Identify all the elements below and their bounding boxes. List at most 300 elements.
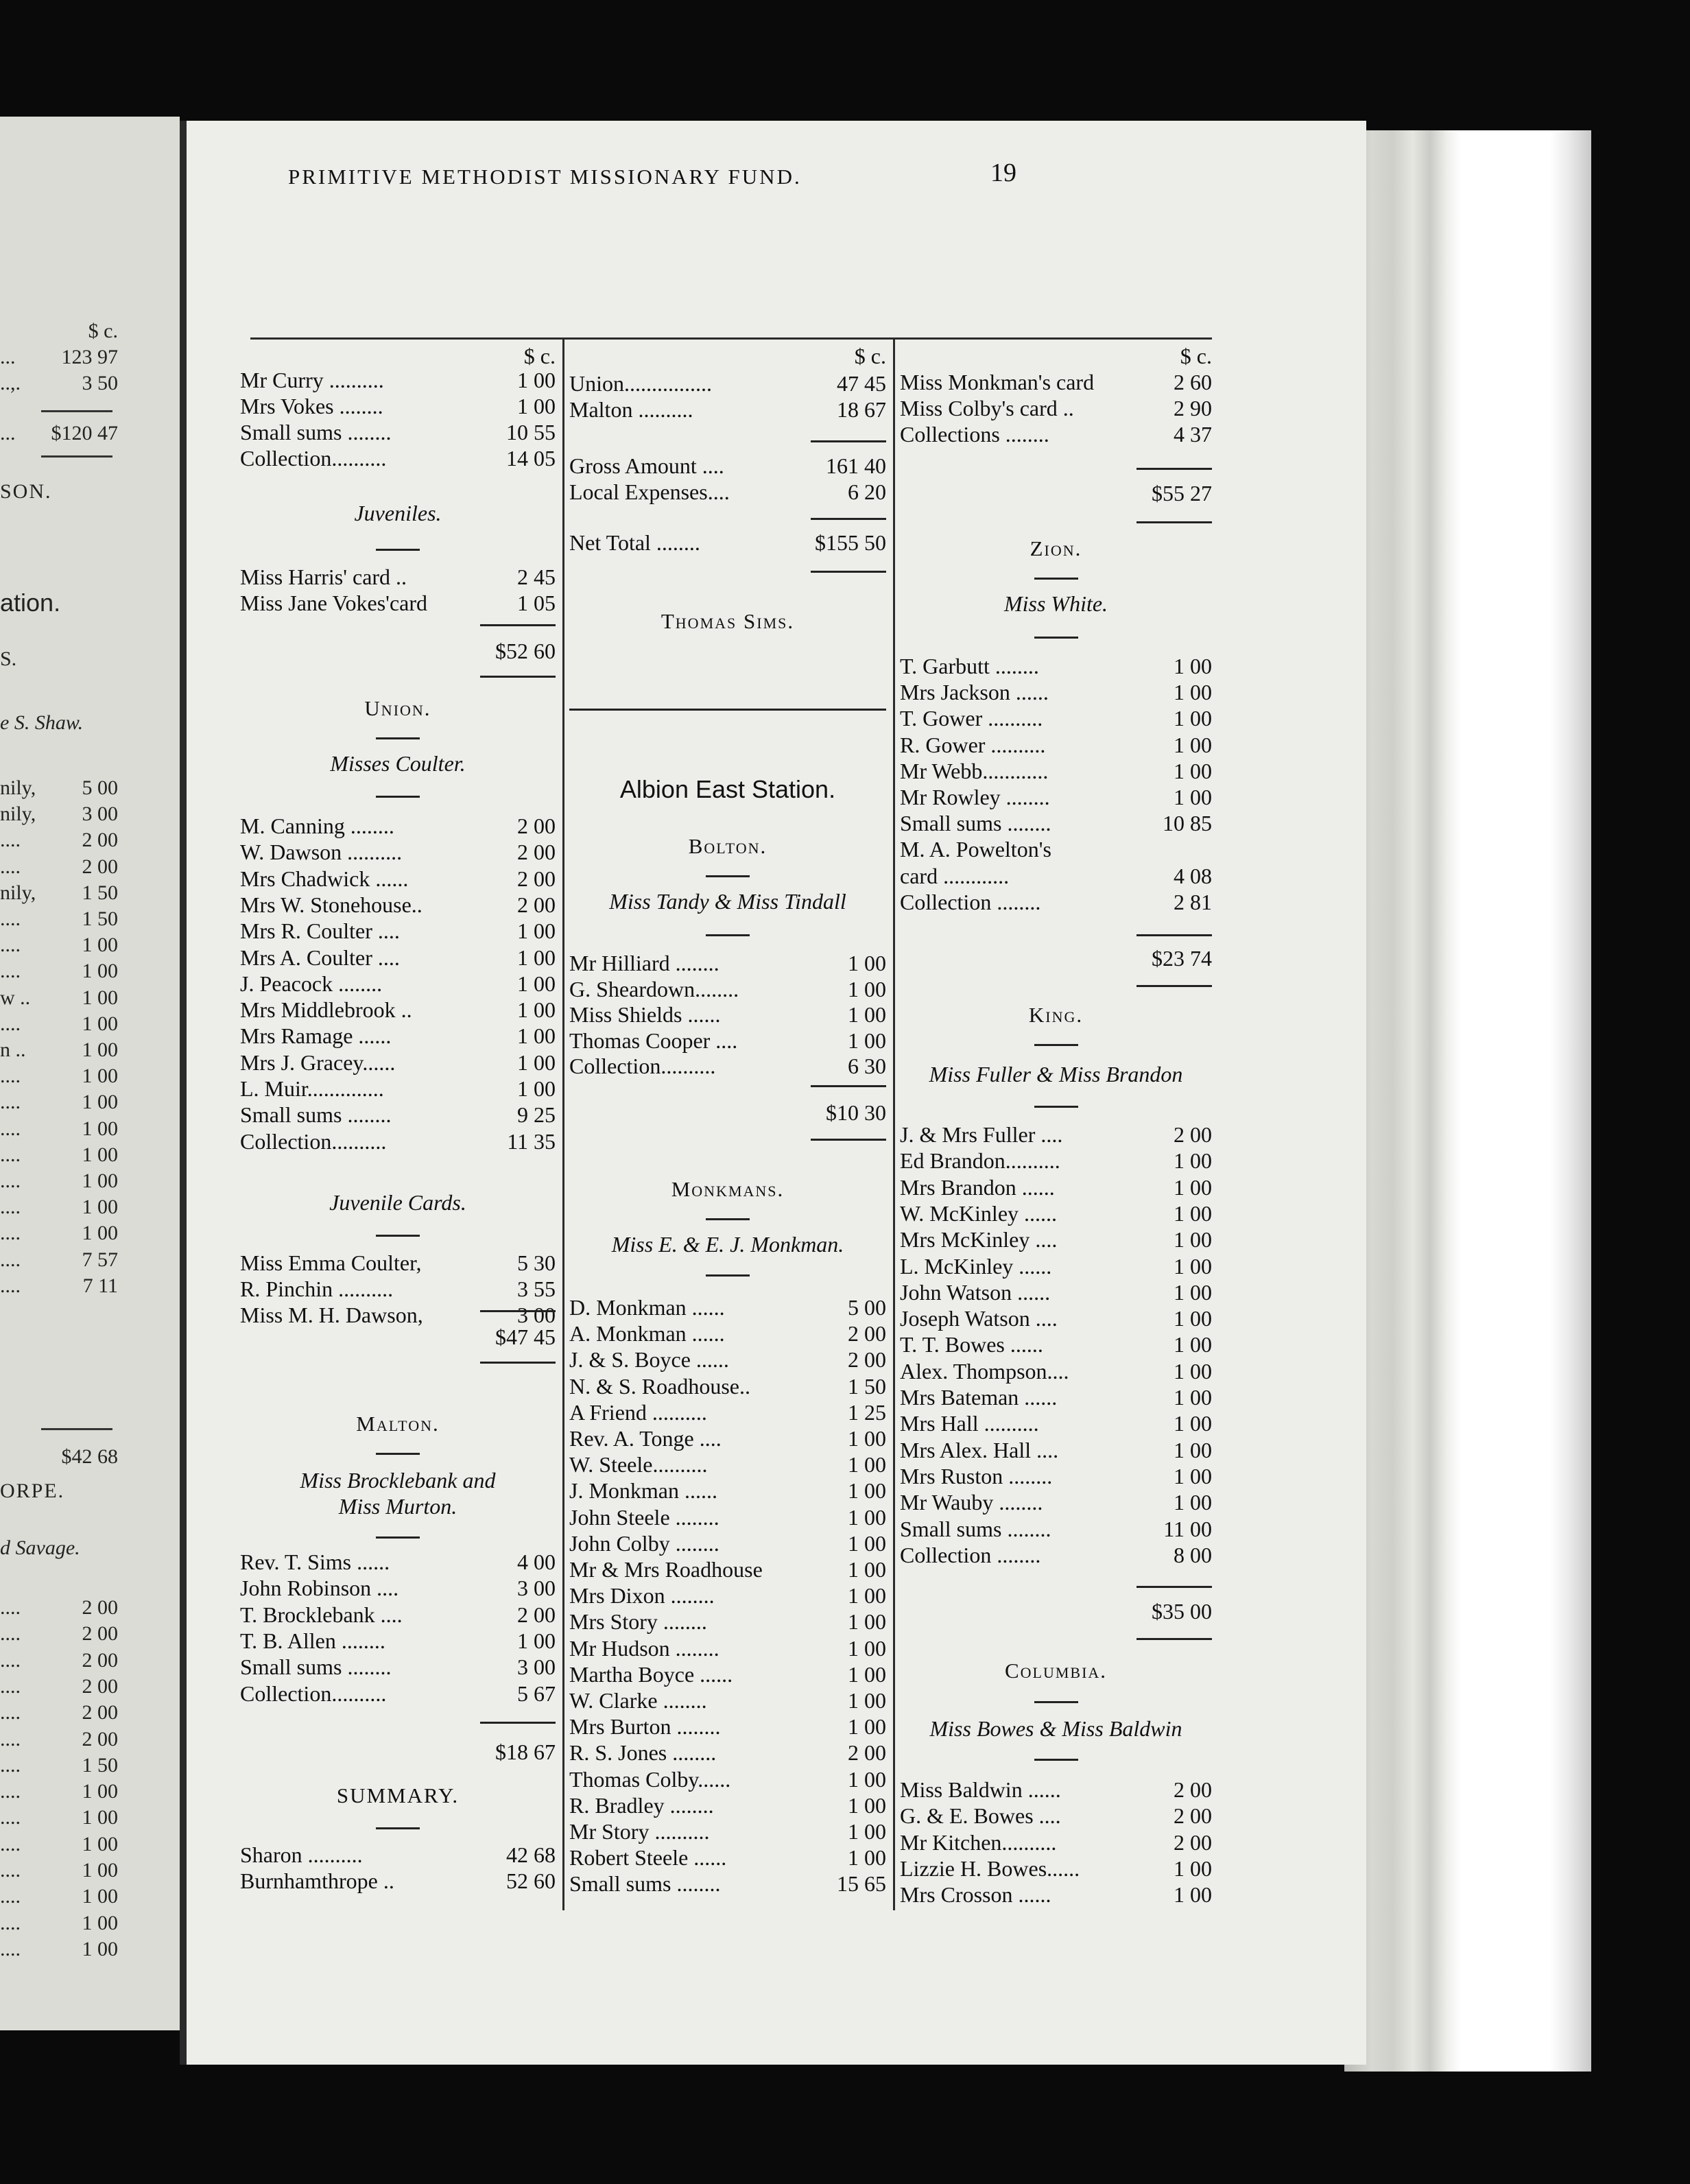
subtotal — [900, 945, 1212, 971]
total-amount: $47 45 — [495, 1325, 556, 1349]
entry-row — [240, 1575, 556, 1601]
entry-amount: 1 00 — [1174, 1174, 1212, 1200]
entry-amount: 3 00 — [517, 1576, 556, 1601]
entry-row — [900, 1305, 1212, 1331]
king-heading: King. — [1028, 1003, 1084, 1027]
left-fragment-heading: e S. Shaw. — [0, 711, 84, 734]
short-rule — [706, 934, 750, 936]
left-entry-name: .... — [0, 1674, 21, 1698]
entry-name: Collection.......... — [240, 1128, 387, 1154]
left-rule — [41, 455, 112, 458]
entry-amount: 52 60 — [506, 1868, 556, 1893]
total-amount: $52 60 — [495, 639, 556, 663]
entry-amount: 1 00 — [848, 1609, 886, 1635]
entry-amount: 15 65 — [837, 1871, 886, 1897]
entry-amount: 1 00 — [848, 1766, 886, 1792]
entry-name: Mrs Hall .......... — [900, 1411, 1039, 1436]
entry-name: Small sums ........ — [900, 1516, 1051, 1541]
left-fragment-heading: d Savage. — [0, 1536, 80, 1559]
left-entry-amount: 1 00 — [82, 1780, 118, 1803]
entry-row — [900, 369, 1212, 395]
left-rule — [41, 1428, 112, 1430]
entry-name: T. T. Bowes ...... — [900, 1332, 1043, 1357]
total-rule — [811, 518, 886, 520]
total-amount: $55 27 — [1152, 481, 1212, 506]
entry-name: Miss Colby's card .. — [900, 396, 1074, 420]
left-entry-name: .... — [0, 1832, 21, 1855]
entry-amount: 3 00 — [517, 1303, 556, 1327]
monkmans-collectors: Miss E. & E. J. Monkman. — [611, 1232, 844, 1257]
total-rule — [811, 1139, 886, 1141]
header-rule — [250, 337, 1212, 340]
entry-row — [569, 1871, 886, 1897]
left-entry-amount: 1 00 — [82, 1859, 118, 1882]
entry-amount: 2 00 — [517, 840, 556, 865]
left-entry-amount: $42 68 — [61, 1445, 118, 1468]
left-entry-amount: 1 50 — [82, 881, 118, 904]
left-entry-name: .... — [0, 829, 21, 852]
entry-row — [569, 1399, 886, 1425]
total-rule — [480, 676, 556, 678]
entry-name: R. Pinchin .......... — [240, 1277, 394, 1301]
entry-amount: 1 00 — [1174, 654, 1212, 678]
entry-amount: 1 00 — [848, 1792, 886, 1818]
short-rule — [376, 1453, 420, 1455]
entry-amount: 1 00 — [848, 1530, 886, 1556]
left-entry-name: .... — [0, 1143, 21, 1166]
entry-amount: 1 00 — [1174, 732, 1212, 757]
entry-row — [240, 1602, 556, 1628]
left-entry-name: .... — [0, 1091, 21, 1114]
entry-amount: 1 00 — [848, 1845, 886, 1871]
entry-name: R. Bradley ........ — [569, 1792, 714, 1818]
entry-name: Mrs R. Coulter .... — [240, 918, 400, 944]
entry-row — [240, 918, 556, 944]
malton-heading: Malton. — [356, 1412, 440, 1436]
entry-row — [240, 590, 556, 616]
entry-name: J. & S. Boyce ...... — [569, 1347, 729, 1373]
left-entry-amount: 1 00 — [82, 1911, 118, 1934]
left-entry-name: nily, — [0, 803, 36, 826]
left-entry-name: ... — [0, 346, 16, 368]
entry-name: Rev. A. Tonge .... — [569, 1426, 722, 1451]
entry-amount: 1 00 — [517, 394, 556, 418]
total-rule — [1136, 1638, 1212, 1640]
entry-name: Mrs Ruston ........ — [900, 1463, 1053, 1488]
entry-amount: 2 00 — [1174, 1829, 1212, 1855]
left-entry-amount: 2 00 — [82, 1674, 118, 1698]
left-entry-name: .... — [0, 1780, 21, 1803]
entry-name: L. McKinley ...... — [900, 1253, 1052, 1279]
short-rule — [1034, 1759, 1078, 1761]
entry-row — [900, 679, 1212, 705]
total-rule — [1136, 1586, 1212, 1588]
entry-amount: 1 00 — [848, 1688, 886, 1713]
entry-row — [569, 976, 886, 1002]
entry-row — [240, 1868, 556, 1894]
juveniles-heading: Juveniles. — [354, 501, 442, 525]
entry-row — [569, 1661, 886, 1687]
entry-name: Lizzie H. Bowes...... — [900, 1855, 1080, 1881]
total-rule — [480, 1722, 556, 1724]
entry-amount: 1 50 — [848, 1373, 886, 1399]
book-page-edges — [1344, 130, 1591, 2072]
entry-amount: 1 00 — [848, 951, 886, 975]
entry-amount: 1 00 — [1174, 758, 1212, 783]
total-amount: $18 67 — [495, 1740, 556, 1764]
entry-row — [240, 393, 556, 419]
left-entry-amount: $ c. — [88, 320, 118, 342]
entry-amount: 1 00 — [517, 1049, 556, 1075]
left-entry-name: .... — [0, 1012, 21, 1035]
left-entry-amount: 1 00 — [82, 1937, 118, 1960]
entry-name: Miss Monkman's card — [900, 370, 1095, 394]
entry-name: Collection ........ — [900, 889, 1041, 914]
left-entry-name: .... — [0, 1248, 21, 1271]
entry-name: W. McKinley ...... — [900, 1200, 1058, 1226]
left-entry-name: .... — [0, 855, 21, 878]
entry-name: Mr Curry .......... — [240, 368, 384, 392]
entry-row — [900, 395, 1212, 421]
entry-amount: 1 00 — [848, 1426, 886, 1451]
union-collectors: Misses Coulter. — [330, 751, 466, 776]
zion-collectors: Miss White. — [1003, 591, 1108, 616]
left-entry-amount: 2 00 — [82, 829, 118, 852]
entry-row — [240, 1076, 556, 1102]
entry-row — [240, 1250, 556, 1276]
left-entry-name: .... — [0, 1753, 21, 1777]
entry-amount: 1 00 — [1174, 1882, 1212, 1908]
zion-heading: Zion. — [1030, 536, 1082, 560]
entry-row — [569, 1635, 886, 1661]
entry-row — [240, 945, 556, 971]
entry-row — [900, 653, 1212, 679]
entry-row — [240, 564, 556, 590]
entry-row — [900, 1542, 1212, 1568]
entry-name: Small sums ........ — [240, 1102, 392, 1128]
entry-amount: 1 00 — [848, 1819, 886, 1844]
malton-collectors: Miss Brocklebank and — [300, 1468, 496, 1493]
entry-row — [569, 1792, 886, 1818]
left-fragment-heading: ation. — [0, 589, 61, 617]
left-page-text — [0, 117, 180, 2030]
left-entry-name: nily, — [0, 776, 36, 799]
entry-row — [240, 892, 556, 918]
entry-row — [900, 784, 1212, 810]
entry-row — [900, 1777, 1212, 1803]
entry-name: Local Expenses.... — [569, 479, 730, 504]
entry-name: Collection.......... — [240, 446, 387, 471]
left-entry-name: nily, — [0, 881, 36, 904]
entry-row — [569, 1346, 886, 1373]
entry-row — [569, 1028, 886, 1054]
entry-name: John Colby ........ — [569, 1530, 719, 1556]
entry-name: Burnhamthrope .. — [240, 1868, 394, 1893]
left-entry-amount: 2 00 — [82, 1622, 118, 1646]
left-entry-amount: 1 00 — [82, 1832, 118, 1855]
entry-name: Small sums ........ — [240, 420, 392, 444]
entry-amount: 1 00 — [517, 368, 556, 392]
entry-amount: 6 20 — [848, 479, 886, 504]
entry-name: W. Steele.......... — [569, 1452, 708, 1477]
entry-row — [240, 445, 556, 471]
short-rule — [376, 1536, 420, 1539]
entry-name: Miss Baldwin ...... — [900, 1777, 1061, 1802]
entry-name: Ed Brandon.......... — [900, 1148, 1060, 1174]
entry-name: Alex. Thompson.... — [900, 1358, 1069, 1384]
entry-amount: 11 35 — [507, 1128, 556, 1154]
entry-row — [900, 1384, 1212, 1410]
left-entry-amount: 2 00 — [82, 1727, 118, 1750]
entry-row — [900, 1516, 1212, 1542]
entry-amount: 1 00 — [848, 1452, 886, 1477]
entry-name: Martha Boyce ...... — [569, 1661, 733, 1687]
short-rule — [376, 796, 420, 798]
left-entry-name: .... — [0, 1622, 21, 1646]
entry-amount: 1 00 — [848, 1557, 886, 1582]
entry-row — [900, 1829, 1212, 1855]
left-entry-name: .... — [0, 1937, 21, 1960]
entry-name: Mrs Alex. Hall .... — [900, 1437, 1059, 1462]
total-rule — [480, 624, 556, 626]
total-rule — [1136, 521, 1212, 523]
entry-row — [900, 1437, 1212, 1463]
total-rule — [811, 1085, 886, 1087]
entry-amount: 1 00 — [848, 1714, 886, 1740]
entry-name: Thomas Colby...... — [569, 1766, 731, 1792]
entry-amount: 2 00 — [1174, 1777, 1212, 1802]
total-rule — [811, 440, 886, 442]
entry-name: Rev. T. Sims ...... — [240, 1550, 390, 1574]
entry-row — [900, 836, 1212, 862]
entry-name: Small sums ........ — [240, 1654, 392, 1680]
entry-amount: 2 00 — [1174, 1122, 1212, 1147]
entry-name: Collection.......... — [240, 1681, 387, 1706]
entry-name: Mrs Burton ........ — [569, 1714, 721, 1740]
entry-name: Miss Harris' card .. — [240, 565, 407, 589]
total-rule — [480, 1362, 556, 1364]
entry-row — [569, 1844, 886, 1871]
entry-amount: 1 00 — [1174, 1855, 1212, 1881]
entry-amount: 2 90 — [1174, 396, 1212, 420]
currency-label: $ c. — [854, 344, 886, 368]
entry-row — [569, 1766, 886, 1792]
short-rule — [1034, 1701, 1078, 1703]
entry-amount: 6 30 — [848, 1054, 886, 1078]
entry-row — [569, 1504, 886, 1530]
entry-row — [240, 1276, 556, 1302]
subtotal — [240, 1324, 556, 1350]
entry-name: Mrs Dixon ........ — [569, 1583, 715, 1609]
entry-name: D. Monkman ...... — [569, 1295, 725, 1320]
entry-amount: 1 00 — [517, 971, 556, 996]
entry-amount: 5 30 — [517, 1250, 556, 1275]
entry-amount: 1 00 — [848, 1002, 886, 1027]
entry-row — [900, 810, 1212, 836]
entry-row — [900, 1855, 1212, 1882]
left-entry-name: .... — [0, 934, 21, 957]
currency-header — [240, 343, 556, 369]
entry-row — [569, 1001, 886, 1028]
entry-row — [900, 1174, 1212, 1200]
entry-amount: 4 08 — [1174, 863, 1212, 888]
bolton-collectors: Miss Tandy & Miss Tindall — [609, 889, 846, 914]
left-entry-name: .... — [0, 1727, 21, 1750]
entry-amount: 1 00 — [1174, 1490, 1212, 1515]
entry-name: G. & E. Bowes .... — [900, 1803, 1061, 1829]
entry-name: Mrs Crosson ...... — [900, 1882, 1051, 1908]
entry-amount: 2 60 — [1174, 370, 1212, 394]
missionary-name: Thomas Sims. — [660, 609, 795, 633]
left-entry-name: .... — [0, 1065, 21, 1088]
entry-amount: 2 00 — [517, 892, 556, 917]
entry-row — [569, 1425, 886, 1451]
left-entry-amount: 1 00 — [82, 1091, 118, 1114]
total-rule — [569, 709, 886, 711]
subtotal — [569, 1100, 886, 1126]
entry-row — [900, 1331, 1212, 1357]
left-rule — [41, 410, 112, 412]
total-amount: $35 00 — [1152, 1599, 1212, 1624]
entry-row — [569, 479, 886, 505]
entry-row — [900, 732, 1212, 758]
entry-row — [240, 1628, 556, 1654]
entry-row — [900, 1279, 1212, 1305]
entry-amount: 10 85 — [1163, 811, 1212, 836]
entry-amount: 5 67 — [517, 1681, 556, 1706]
entry-amount: 42 68 — [506, 1842, 556, 1867]
total-rule — [811, 571, 886, 573]
total-rule — [480, 1310, 556, 1312]
total-rule — [1136, 985, 1212, 987]
entry-amount: $155 50 — [815, 530, 886, 555]
left-entry-name: .... — [0, 1701, 21, 1724]
left-entry-amount: 1 00 — [82, 1038, 118, 1061]
entry-name: Mrs Vokes ........ — [240, 394, 383, 418]
columbia-collectors: Miss Bowes & Miss Baldwin — [929, 1716, 1182, 1741]
left-entry-amount: 1 00 — [82, 960, 118, 983]
entry-name: Collection.......... — [569, 1054, 716, 1078]
entry-row — [900, 1410, 1212, 1436]
entry-name: Malton .......... — [569, 397, 693, 422]
entry-name: Gross Amount .... — [569, 453, 724, 478]
entry-amount: 1 00 — [848, 1583, 886, 1609]
entry-name: John Watson ...... — [900, 1279, 1051, 1305]
entry-name: Small sums ........ — [569, 1871, 721, 1897]
entry-amount: 1 00 — [1174, 1463, 1212, 1488]
entry-name: John Steele ........ — [569, 1504, 719, 1530]
entry-amount: 1 00 — [1174, 1279, 1212, 1305]
entry-row — [240, 419, 556, 445]
entry-amount: 1 00 — [848, 1028, 886, 1053]
left-entry-name: .... — [0, 960, 21, 983]
entry-amount: 1 00 — [848, 1504, 886, 1530]
entry-amount: 1 00 — [848, 976, 886, 1001]
page-number: 19 — [990, 158, 1016, 187]
entry-amount: 1 00 — [848, 1478, 886, 1504]
entry-row — [900, 1803, 1212, 1829]
entry-amount: 1 00 — [1174, 1411, 1212, 1436]
entry-amount: 1 00 — [1174, 706, 1212, 731]
left-entry-amount: 3 00 — [82, 803, 118, 826]
entry-amount: 1 00 — [1174, 1200, 1212, 1226]
short-rule — [376, 1827, 420, 1829]
entry-row — [900, 758, 1212, 784]
entry-row — [900, 863, 1212, 889]
entry-name: Union................ — [569, 371, 712, 396]
short-rule — [376, 1235, 420, 1237]
currency-label: $ c. — [1180, 344, 1212, 368]
entry-name: Net Total ........ — [569, 530, 700, 555]
left-entry-amount: 123 97 — [61, 346, 118, 368]
entry-row — [569, 1582, 886, 1609]
left-entry-name: .... — [0, 907, 21, 930]
left-entry-name: .... — [0, 1859, 21, 1882]
juvenile-cards-heading: Juvenile Cards. — [329, 1190, 466, 1215]
entry-name: Mrs Middlebrook .. — [240, 997, 412, 1023]
left-entry-amount: 2 00 — [82, 855, 118, 878]
entry-amount: 2 45 — [517, 565, 556, 589]
left-entry-amount: 1 00 — [82, 934, 118, 957]
entry-amount: 1 00 — [517, 918, 556, 944]
entry-name: Mrs Jackson ...... — [900, 680, 1049, 705]
total-amount: $23 74 — [1152, 946, 1212, 971]
entry-name: John Robinson .... — [240, 1576, 399, 1601]
entry-name: Mrs J. Gracey...... — [240, 1049, 396, 1075]
summary-heading: SUMMARY. — [336, 1783, 460, 1807]
entry-amount: 2 00 — [848, 1740, 886, 1766]
entry-amount: 4 00 — [517, 1550, 556, 1574]
entry-amount: 2 00 — [848, 1347, 886, 1373]
left-entry-amount: 1 00 — [82, 1170, 118, 1192]
currency-label: $ c. — [523, 344, 556, 368]
left-entry-amount: 1 00 — [82, 1222, 118, 1245]
entry-name: T. B. Allen ........ — [240, 1628, 385, 1653]
short-rule — [1034, 637, 1078, 639]
entry-name: Mr Story .......... — [569, 1819, 710, 1844]
running-head: PRIMITIVE METHODIST MISSIONARY FUND. — [288, 165, 802, 189]
entry-row — [569, 1294, 886, 1320]
entry-name: A Friend .......... — [569, 1399, 707, 1425]
left-entry-name: .... — [0, 1222, 21, 1245]
entry-row — [569, 1556, 886, 1582]
subtotal — [240, 1739, 556, 1765]
entry-amount: 3 55 — [517, 1277, 556, 1301]
left-entry-name: w .. — [0, 986, 31, 1009]
entry-name: Mr Webb............ — [900, 758, 1049, 783]
entry-row — [240, 997, 556, 1023]
entry-amount: 1 00 — [1174, 1385, 1212, 1410]
left-fragment-heading: ORPE. — [0, 1480, 65, 1502]
entry-row — [240, 1654, 556, 1680]
entry-row — [240, 367, 556, 393]
left-entry-amount: 1 00 — [82, 986, 118, 1009]
entry-amount: 1 00 — [517, 1023, 556, 1049]
column-rule-2 — [893, 340, 895, 1910]
entry-row — [240, 866, 556, 892]
entry-amount: 1 00 — [1174, 1306, 1212, 1331]
entry-amount: 5 00 — [848, 1295, 886, 1320]
entry-name: Mr Wauby ........ — [900, 1490, 1043, 1515]
entry-row — [569, 1373, 886, 1399]
short-rule — [706, 1274, 750, 1277]
entry-row — [569, 396, 886, 423]
entry-name: Thomas Cooper .... — [569, 1028, 738, 1053]
entry-amount: 1 25 — [848, 1399, 886, 1425]
left-entry-amount: 3 50 — [82, 372, 118, 394]
entry-amount: 1 00 — [1174, 1227, 1212, 1253]
left-entry-amount: 2 00 — [82, 1648, 118, 1672]
